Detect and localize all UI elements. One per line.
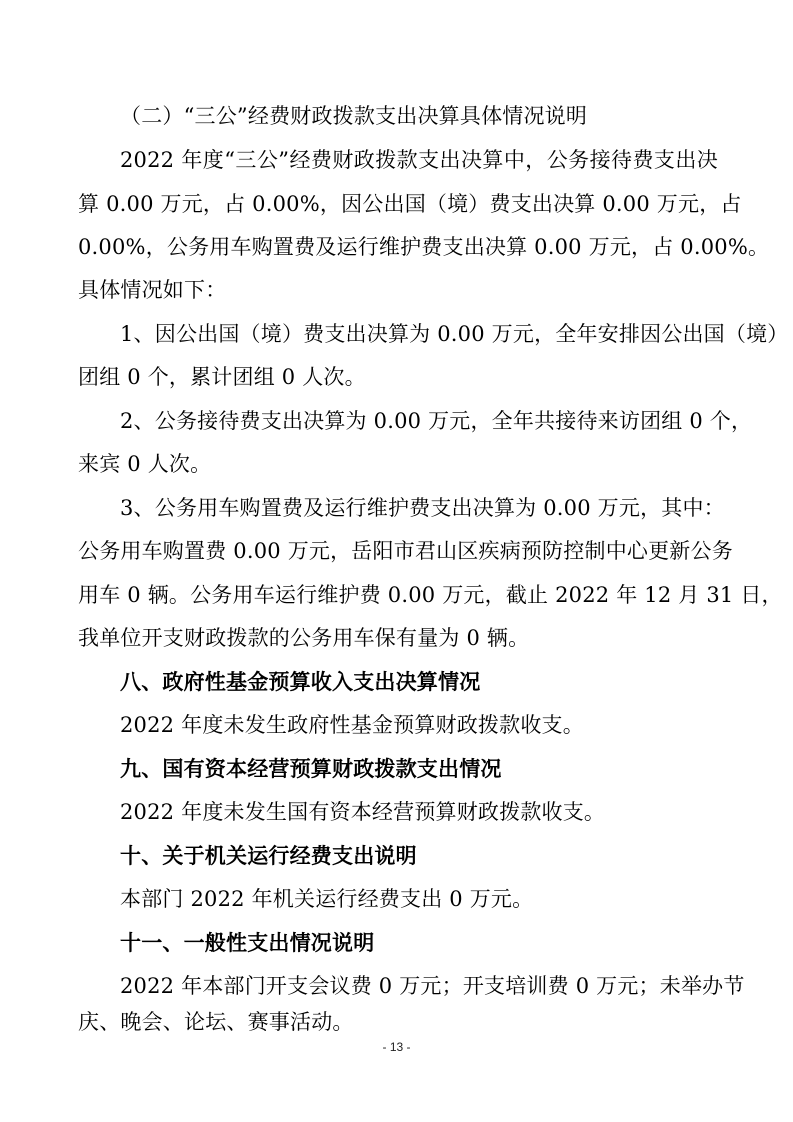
paragraph-line: 2022 年度未发生国有资本经营预算财政拨款收支。 bbox=[120, 800, 606, 824]
paragraph-line: 2022 年本部门开支会议费 0 万元；开支培训费 0 万元；未举办节 bbox=[120, 974, 745, 998]
paragraph-line: 具体情况如下： bbox=[78, 278, 227, 302]
section-heading-operating-expenses: 十、关于机关运行经费支出说明 bbox=[120, 844, 417, 868]
page-number: - 13 - bbox=[382, 1040, 411, 1054]
paragraph-line: 公务用车购置费 0.00 万元，岳阳市君山区疾病预防控制中心更新公务 bbox=[78, 539, 733, 563]
subsection-title-three-public-expenses: （二）“三公”经费财政拨款支出决算具体情况说明 bbox=[120, 104, 588, 128]
paragraph-line: 团组 0 个，累计团组 0 人次。 bbox=[78, 365, 366, 389]
paragraph-line: 2022 年度“三公”经费财政拨款支出决算中，公务接待费支出决 bbox=[120, 148, 718, 172]
section-heading-general-expenses: 十一、一般性支出情况说明 bbox=[120, 931, 375, 955]
paragraph-line: 算 0.00 万元，占 0.00%，因公出国（境）费支出决算 0.00 万元，占 bbox=[78, 192, 742, 216]
paragraph-line: 我单位开支财政拨款的公务用车保有量为 0 辆。 bbox=[78, 626, 530, 650]
paragraph-line: 0.00%，公务用车购置费及运行维护费支出决算 0.00 万元，占 0.00%。 bbox=[78, 235, 770, 259]
paragraph-line: 来宾 0 人次。 bbox=[78, 452, 212, 476]
paragraph-line: 庆、晚会、论坛、赛事活动。 bbox=[78, 1010, 354, 1034]
section-heading-government-fund: 八、政府性基金预算收入支出决算情况 bbox=[120, 670, 481, 694]
paragraph-line: 本部门 2022 年机关运行经费支出 0 万元。 bbox=[120, 887, 534, 911]
section-heading-state-capital: 九、国有资本经营预算财政拨款支出情况 bbox=[120, 757, 502, 781]
paragraph-line: 2、公务接待费支出决算为 0.00 万元，全年共接待来访团组 0 个， bbox=[120, 409, 753, 433]
paragraph-line: 1、因公出国（境）费支出决算为 0.00 万元，全年安排因公出国（境） bbox=[120, 322, 789, 346]
paragraph-line: 3、公务用车购置费及运行维护费支出决算为 0.00 万元，其中： bbox=[120, 496, 725, 520]
paragraph-line: 用车 0 辆。公务用车运行维护费 0.00 万元，截止 2022 年 12 月 31 日， bbox=[78, 583, 783, 607]
paragraph-line: 2022 年度未发生政府性基金预算财政拨款收支。 bbox=[120, 713, 584, 737]
